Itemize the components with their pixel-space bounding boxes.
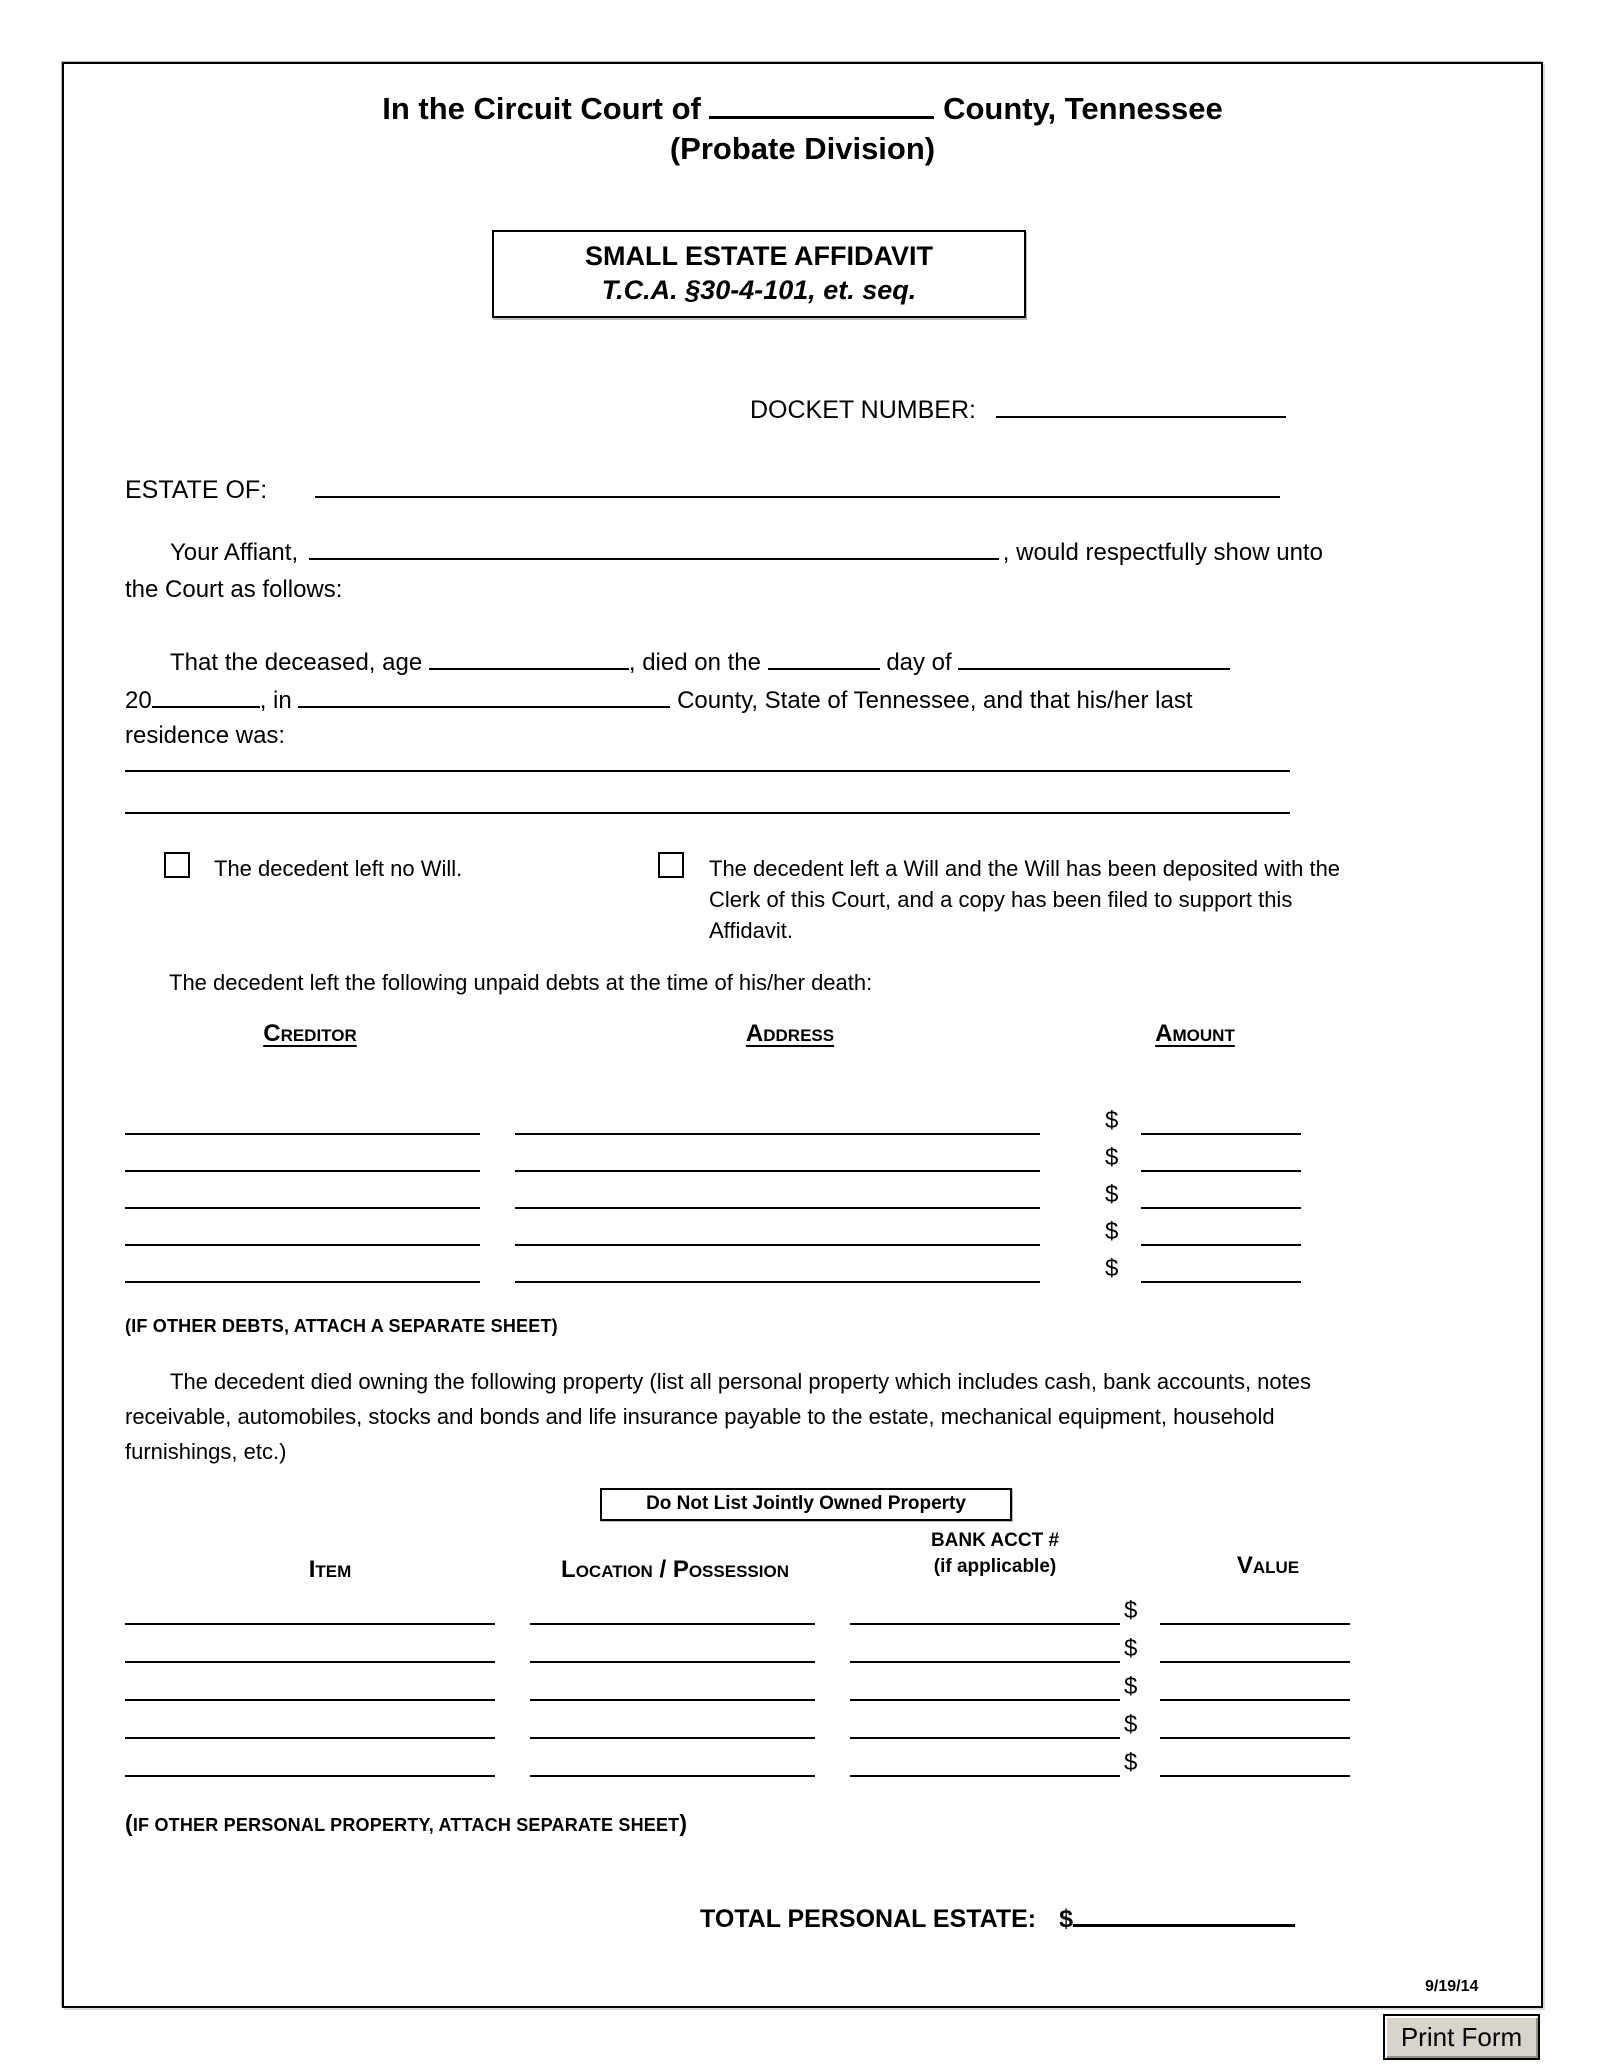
- creditor-field[interactable]: [125, 1281, 480, 1283]
- location-column-header: Location / Possession: [561, 1556, 789, 1583]
- property-table-row: [64, 1747, 1541, 1777]
- docket-label: DOCKET NUMBER:: [750, 396, 976, 424]
- value-field[interactable]: [1160, 1623, 1350, 1625]
- address-field[interactable]: [515, 1170, 1040, 1172]
- note-close-paren: ): [679, 1810, 688, 1836]
- county-title-blank-field[interactable]: [709, 86, 934, 119]
- location-field[interactable]: [530, 1775, 815, 1777]
- creditor-column-header: Creditor: [263, 1020, 357, 1047]
- docket-row: [750, 390, 1286, 425]
- affiant-pre: Your Affiant,: [170, 539, 299, 566]
- title-line-1: [64, 86, 1541, 129]
- deceased-s3: day of: [886, 649, 952, 676]
- item-field[interactable]: [125, 1775, 495, 1777]
- item-column-header: Item: [308, 1556, 352, 1583]
- estate-of-row: [125, 470, 1280, 505]
- debt-table-row: [64, 1105, 1541, 1135]
- debt-table-row: [64, 1142, 1541, 1172]
- affiant-paragraph: [125, 532, 1435, 608]
- court-title: [64, 86, 1541, 169]
- total-label: TOTAL PERSONAL ESTATE:: [700, 1905, 1037, 1933]
- affiant-post: , would respectfully show unto: [1002, 539, 1323, 566]
- docket-number-field[interactable]: [996, 390, 1286, 418]
- property-table-row: [64, 1633, 1541, 1663]
- other-property-note: [125, 1810, 687, 1837]
- amount-field[interactable]: [1141, 1133, 1301, 1135]
- title-post: County, Tennessee: [943, 91, 1223, 126]
- item-field[interactable]: [125, 1737, 495, 1739]
- dollar-sign: $: [1105, 1181, 1119, 1208]
- bank-acct-field[interactable]: [850, 1775, 1120, 1777]
- debt-table-row: [64, 1216, 1541, 1246]
- note-open-paren: (: [125, 1810, 133, 1836]
- title-line-2: (Probate Division): [669, 131, 936, 166]
- value-field[interactable]: [1160, 1699, 1350, 1701]
- death-year-field[interactable]: [152, 680, 260, 708]
- property-intro: The decedent died owning the following property (list all personal property which includes cash, bank accounts, notes receivable, automobiles, stocks and bonds and life insurance payable to the estate, mechanical equipment, household furnishings, etc.): [125, 1369, 1311, 1464]
- total-value-field[interactable]: [1073, 1898, 1295, 1927]
- dollar-sign: $: [1105, 1107, 1119, 1134]
- print-form-button[interactable]: Print Form: [1383, 2014, 1540, 2060]
- affidavit-law-box: [492, 230, 1026, 318]
- bank-acct-field[interactable]: [850, 1737, 1120, 1739]
- estate-name-field[interactable]: [315, 470, 1280, 498]
- value-field[interactable]: [1160, 1775, 1350, 1777]
- age-field[interactable]: [429, 642, 629, 670]
- property-table-row: [64, 1709, 1541, 1739]
- bank-acct-column-header: [931, 1528, 1059, 1580]
- creditor-field[interactable]: [125, 1170, 480, 1172]
- deceased-paragraph: [125, 642, 1395, 753]
- total-personal-estate-row: [700, 1898, 1295, 1934]
- location-field[interactable]: [530, 1737, 815, 1739]
- dollar-sign: $: [1124, 1749, 1138, 1776]
- has-will-checkbox[interactable]: [658, 852, 684, 878]
- deceased-line-2: [125, 680, 1395, 718]
- property-table-row: [64, 1671, 1541, 1701]
- address-field[interactable]: [515, 1244, 1040, 1246]
- title-pre: In the Circuit Court of: [382, 91, 701, 126]
- deceased-s2: , died on the: [628, 649, 761, 676]
- location-field[interactable]: [530, 1661, 815, 1663]
- location-field[interactable]: [530, 1699, 815, 1701]
- value-field[interactable]: [1160, 1737, 1350, 1739]
- creditor-field[interactable]: [125, 1244, 480, 1246]
- death-month-field[interactable]: [958, 642, 1230, 670]
- bank-acct-field[interactable]: [850, 1623, 1120, 1625]
- bank-acct-header-line1: BANK ACCT #: [930, 1530, 1060, 1551]
- property-table-row: [64, 1595, 1541, 1625]
- dollar-sign: $: [1124, 1673, 1138, 1700]
- residence-line-1-field[interactable]: [125, 770, 1290, 772]
- amount-column-header: Amount: [1155, 1020, 1235, 1047]
- address-field[interactable]: [515, 1207, 1040, 1209]
- debts-intro: The decedent left the following unpaid debts at the time of his/her death:: [169, 970, 873, 995]
- affidavit-statute: T.C.A. §30-4-101, et. seq.: [601, 275, 917, 305]
- item-field[interactable]: [125, 1661, 495, 1663]
- dollar-sign: $: [1124, 1711, 1138, 1738]
- bank-acct-field[interactable]: [850, 1699, 1120, 1701]
- address-field[interactable]: [515, 1133, 1040, 1135]
- other-property-note-text: IF OTHER PERSONAL PROPERTY, ATTACH SEPARATE SHEET: [132, 1815, 680, 1835]
- value-column-header: Value: [1236, 1552, 1300, 1579]
- item-field[interactable]: [125, 1623, 495, 1625]
- deceased-line-1: [125, 642, 1395, 680]
- jointly-owned-warning: Do Not List Jointly Owned Property: [600, 1488, 1012, 1521]
- bank-acct-header-line2: (if applicable): [933, 1556, 1057, 1577]
- amount-field[interactable]: [1141, 1281, 1301, 1283]
- affiant-name-field[interactable]: [309, 532, 999, 560]
- dollar-sign: $: [1124, 1597, 1138, 1624]
- form-page: [62, 62, 1543, 2008]
- address-field[interactable]: [515, 1281, 1040, 1283]
- deceased-line-3: residence was:: [125, 722, 286, 749]
- address-column-header: Address: [745, 1020, 835, 1047]
- death-county-field[interactable]: [298, 680, 670, 708]
- affiant-line-1: [125, 532, 1435, 571]
- affidavit-title: SMALL ESTATE AFFIDAVIT: [585, 241, 933, 271]
- residence-line-2-field[interactable]: [125, 812, 1290, 814]
- debt-table-row: [64, 1253, 1541, 1283]
- revision-date: 9/19/14: [1425, 1978, 1479, 1995]
- deceased-s5: , in: [259, 687, 292, 714]
- other-debts-note: (IF OTHER DEBTS, ATTACH A SEPARATE SHEET): [125, 1316, 558, 1336]
- value-field[interactable]: [1160, 1661, 1350, 1663]
- bank-acct-field[interactable]: [850, 1661, 1120, 1663]
- affiant-line-2: the Court as follows:: [125, 576, 343, 603]
- has-will-label: The decedent left a Will and the Will has been deposited with the Clerk of this Court, and a copy has been filed to support this Affidavit.: [709, 856, 1341, 943]
- debt-table-row: [64, 1179, 1541, 1209]
- death-day-field[interactable]: [768, 642, 880, 670]
- deceased-s1: That the deceased, age: [170, 649, 423, 676]
- location-field[interactable]: [530, 1623, 815, 1625]
- creditor-field[interactable]: [125, 1207, 480, 1209]
- dollar-sign: $: [1059, 1905, 1073, 1933]
- item-field[interactable]: [125, 1699, 495, 1701]
- dollar-sign: $: [1105, 1144, 1119, 1171]
- dollar-sign: $: [1105, 1218, 1119, 1245]
- creditor-field[interactable]: [125, 1133, 480, 1135]
- amount-field[interactable]: [1141, 1170, 1301, 1172]
- no-will-label: The decedent left no Will.: [214, 856, 463, 881]
- amount-field[interactable]: [1141, 1244, 1301, 1246]
- dollar-sign: $: [1124, 1635, 1138, 1662]
- estate-of-label: ESTATE OF:: [125, 476, 268, 504]
- deceased-s6: County, State of Tennessee, and that his/her last: [677, 687, 1193, 714]
- no-will-checkbox[interactable]: [164, 852, 190, 878]
- dollar-sign: $: [1105, 1255, 1119, 1282]
- amount-field[interactable]: [1141, 1207, 1301, 1209]
- deceased-s4: 20: [125, 687, 152, 714]
